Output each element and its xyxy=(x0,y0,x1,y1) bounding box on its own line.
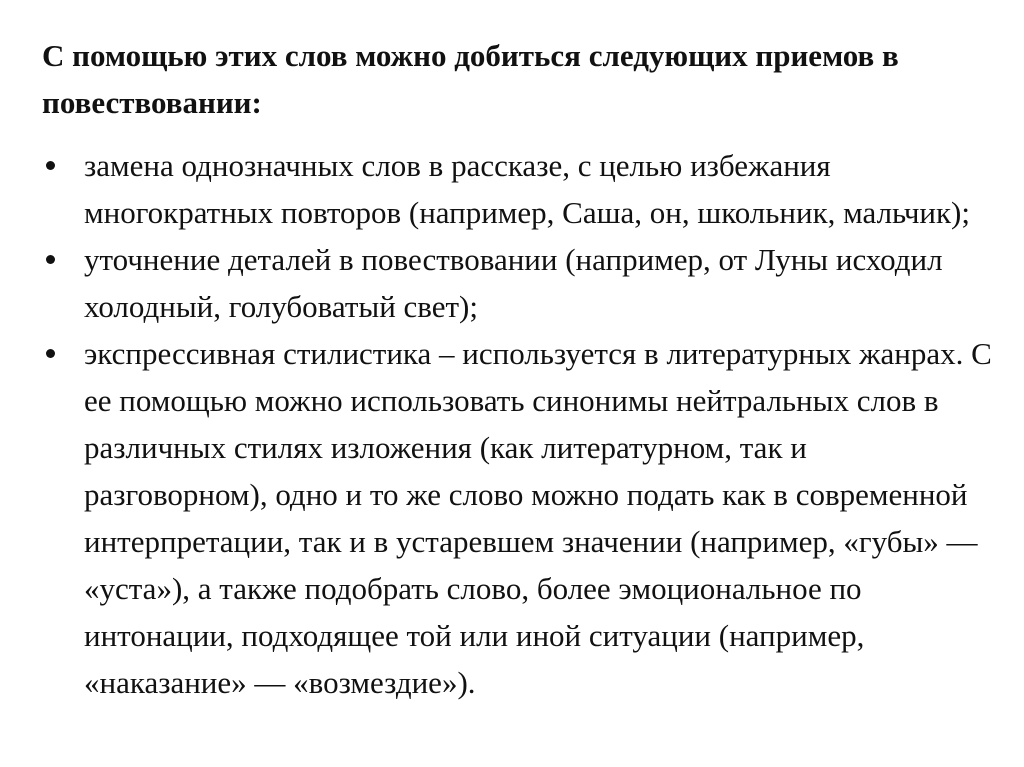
bullet-item-2 xyxy=(42,236,994,330)
bullet-item-1 xyxy=(42,142,994,236)
bullet-item-3 xyxy=(42,330,994,706)
bullet-text-3: экспрессивная стилистика – используется в литературных жанрах. С ее помощью можно использовать синонимы нейтральных слов в различных стилях изложения (как литературном, так и разговорном), одно и то же слово можно подать как в современной интерпретации, так и в устаревшем значении (например, «губы» — «уста»), а также подобрать слово, более эмоциональное по интонации, подходящее той или иной ситуации (например, «наказание» — «возмездие»). xyxy=(84,336,992,700)
bullet-dot-icon xyxy=(46,349,55,358)
bullet-dot-icon xyxy=(46,255,55,264)
bullet-text-1: замена однозначных слов в рассказе, с целью избежания многократных повторов (например, Саша, он, школьник, мальчик); xyxy=(84,148,970,230)
bullet-text-2: уточнение деталей в повествовании (например, от Луны исходил холодный, голубоватый свет); xyxy=(84,242,943,324)
bullet-list xyxy=(42,142,994,706)
bullet-dot-icon xyxy=(46,161,55,170)
document-heading: С помощью этих слов можно добиться следующих приемов в повествовании: xyxy=(42,38,899,120)
